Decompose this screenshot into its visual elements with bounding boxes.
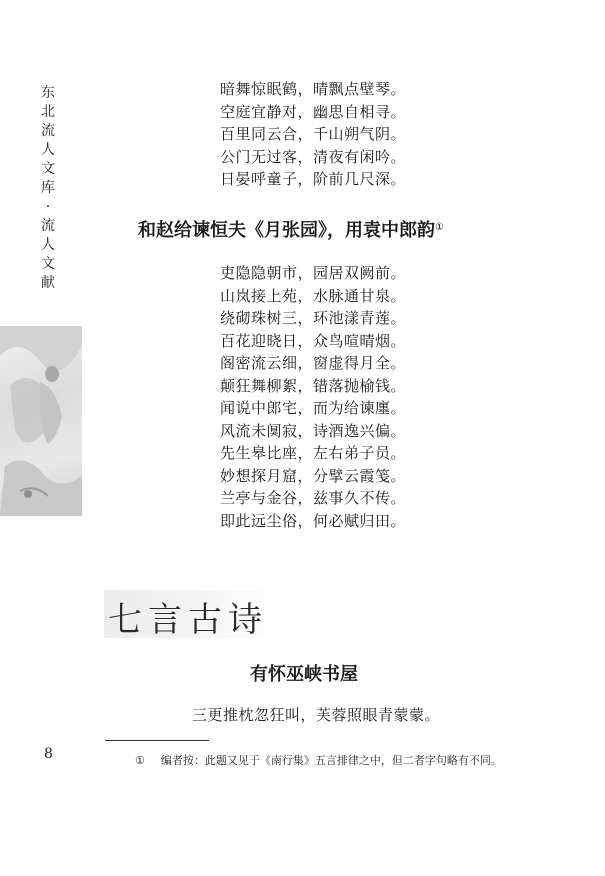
footnote-reference: ① xyxy=(435,222,444,233)
footnote-divider xyxy=(105,740,209,741)
verse-line: 三更推枕忽狂叫，芙蓉照眼青蒙蒙。 xyxy=(192,706,441,724)
footnote-marker: ① xyxy=(135,754,145,767)
verse-line: 公门无过客，清夜有闲吟。 xyxy=(220,147,407,166)
poem2-body xyxy=(220,262,406,532)
poem2-title xyxy=(138,216,444,242)
verse-line: 百花迎晓日，众鸟喧晴烟。 xyxy=(220,331,407,350)
verse-line: 即此远尘俗，何必赋归田。 xyxy=(220,511,407,530)
verse-line: 颠狂舞柳絮，错落抛榆钱。 xyxy=(220,376,407,395)
verse-line: 阁密流云细，窗虚得月全。 xyxy=(220,354,407,372)
verse-line: 绕砌珠树三，环池漾青莲。 xyxy=(220,309,407,327)
footnote xyxy=(135,752,502,768)
decorative-painting xyxy=(0,326,82,516)
verse-line: 空庭宜静对，幽思自相寻。 xyxy=(220,102,407,121)
verse-line: 闻说中郎宅，而为给谏廛。 xyxy=(220,399,407,417)
verse-line: 先生皋比座，左右弟子员。 xyxy=(220,444,407,462)
poem3-body xyxy=(192,704,440,727)
verse-line: 山岚接上苑，水脉通甘泉。 xyxy=(220,286,407,305)
verse-line: 妙想探月窟，分擘云霞笺。 xyxy=(220,466,407,485)
poem1-body xyxy=(220,78,406,191)
verse-line: 暗舞惊眠鹤，晴飘点壁琴。 xyxy=(220,80,407,98)
verse-line: 百里同云合，千山朔气阴。 xyxy=(220,125,407,143)
verse-line: 兰亭与金谷，兹事久不传。 xyxy=(220,489,407,507)
series-title: 东北流人文库·流人文献 xyxy=(41,85,55,291)
section-heading: 七言古诗 xyxy=(108,600,268,640)
painting-illustration xyxy=(0,326,82,516)
verse-line: 风流未阒寂，诗酒逸兴偏。 xyxy=(220,421,407,440)
verse-line: 吏隐隐朝市，园居双阙前。 xyxy=(220,264,407,282)
verse-line: 日晏呼童子，阶前几尺深。 xyxy=(220,170,407,188)
poem2-title-text: 和赵给谏恒夫《月张园》，用袁中郎韵 xyxy=(138,220,435,241)
page-number: 8 xyxy=(44,746,53,762)
poem3-title: 有怀巫峡书屋 xyxy=(250,664,358,685)
footnote-text: 编者按：此题又见于《南行集》五言排律之中，但二者字句略有不同。 xyxy=(160,754,502,767)
